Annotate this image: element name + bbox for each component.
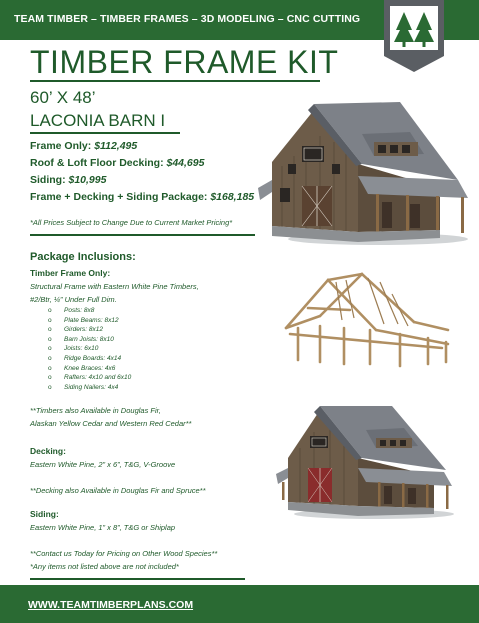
barn-render-side [274, 402, 454, 522]
price-value: $168,185 [210, 191, 255, 203]
price-label: Roof & Loft Floor Decking: [30, 157, 164, 169]
price-label: Frame Only: [30, 140, 92, 152]
spec-item: o Barn Joists: 8x10 [48, 335, 114, 343]
bottom-divider [30, 578, 245, 580]
timber-note-line2: Alaskan Yellow Cedar and Western Red Cedar** [30, 419, 192, 428]
price-decking [30, 157, 204, 169]
price-value: $112,495 [94, 140, 138, 152]
price-label: Siding: [30, 174, 66, 186]
model-underline [30, 132, 180, 134]
siding-description: Eastern White Pine, 1” x 8”, T&G or Shiplap [30, 523, 176, 532]
decking-heading: Decking: [30, 446, 66, 456]
footer-bar [0, 585, 479, 623]
bullet-icon: o [48, 383, 52, 391]
spec-item: o Siding Nailers: 4x4 [48, 383, 119, 391]
page-title: TIMBER FRAME KIT [30, 44, 339, 80]
frame-description-line1: Structural Frame with Eastern White Pine Timbers, [30, 282, 199, 291]
spec-item: o Plate Beams: 8x12 [48, 316, 119, 324]
decking-note: **Decking also Available in Douglas Fir and Spruce** [30, 486, 206, 495]
spec-item: o Rafters: 4x10 and 6x10 [48, 374, 132, 382]
price-siding [30, 174, 106, 186]
bullet-icon: o [48, 345, 52, 353]
header-tagline: TEAM TIMBER – TIMBER FRAMES – 3D MODELING – CNC CUTTING [14, 13, 361, 25]
timber-frame-render [280, 268, 452, 368]
price-label: Frame + Decking + Siding Package: [30, 191, 208, 203]
spec-item: o Knee Braces: 4x6 [48, 364, 116, 372]
pricing-disclaimer: *All Prices Subject to Change Due to Current Market Pricing* [30, 218, 233, 227]
price-package [30, 191, 254, 203]
timber-note-line1: **Timbers also Available in Douglas Fir, [30, 406, 161, 415]
barn-render-front [258, 96, 470, 248]
price-value: $44,695 [166, 157, 205, 169]
spec-item: o Posts: 8x8 [48, 307, 95, 314]
team-timber-logo [384, 0, 444, 72]
bullet-icon: o [48, 374, 52, 382]
title-divider [30, 80, 320, 82]
disclaimer-divider [30, 234, 255, 236]
contact-note: **Contact us Today for Pricing on Other Wood Species** [30, 549, 218, 558]
model-name: LACONIA BARN I [30, 111, 166, 130]
bullet-icon: o [48, 316, 52, 324]
timber-spec-list [48, 307, 131, 393]
siding-heading: Siding: [30, 509, 59, 519]
price-frame-only [30, 140, 137, 152]
frame-heading: Timber Frame Only: [30, 268, 111, 278]
website-link[interactable]: WWW.TEAMTIMBERPLANS.COM [28, 599, 194, 611]
bullet-icon: o [48, 364, 52, 372]
spec-item: o Ridge Boards: 4x14 [48, 354, 122, 362]
bullet-icon: o [48, 354, 52, 362]
package-heading: Package Inclusions: [30, 251, 136, 263]
decking-description: Eastern White Pine, 2” x 6”, T&G, V-Groove [30, 460, 176, 469]
price-value: $10,995 [68, 174, 107, 186]
bullet-icon: o [48, 335, 52, 343]
spec-item: o Joists: 6x10 [48, 345, 99, 353]
excluded-items-note: *Any items not listed above are not included* [30, 562, 179, 571]
frame-description-line2: #2/Btr, ¼” Under Full Dim. [30, 295, 117, 304]
barn-dimensions: 60’ X 48’ [30, 88, 96, 107]
bullet-icon: o [48, 326, 52, 334]
spec-item: o Girders: 8x12 [48, 326, 104, 334]
bullet-icon: o [48, 307, 52, 314]
